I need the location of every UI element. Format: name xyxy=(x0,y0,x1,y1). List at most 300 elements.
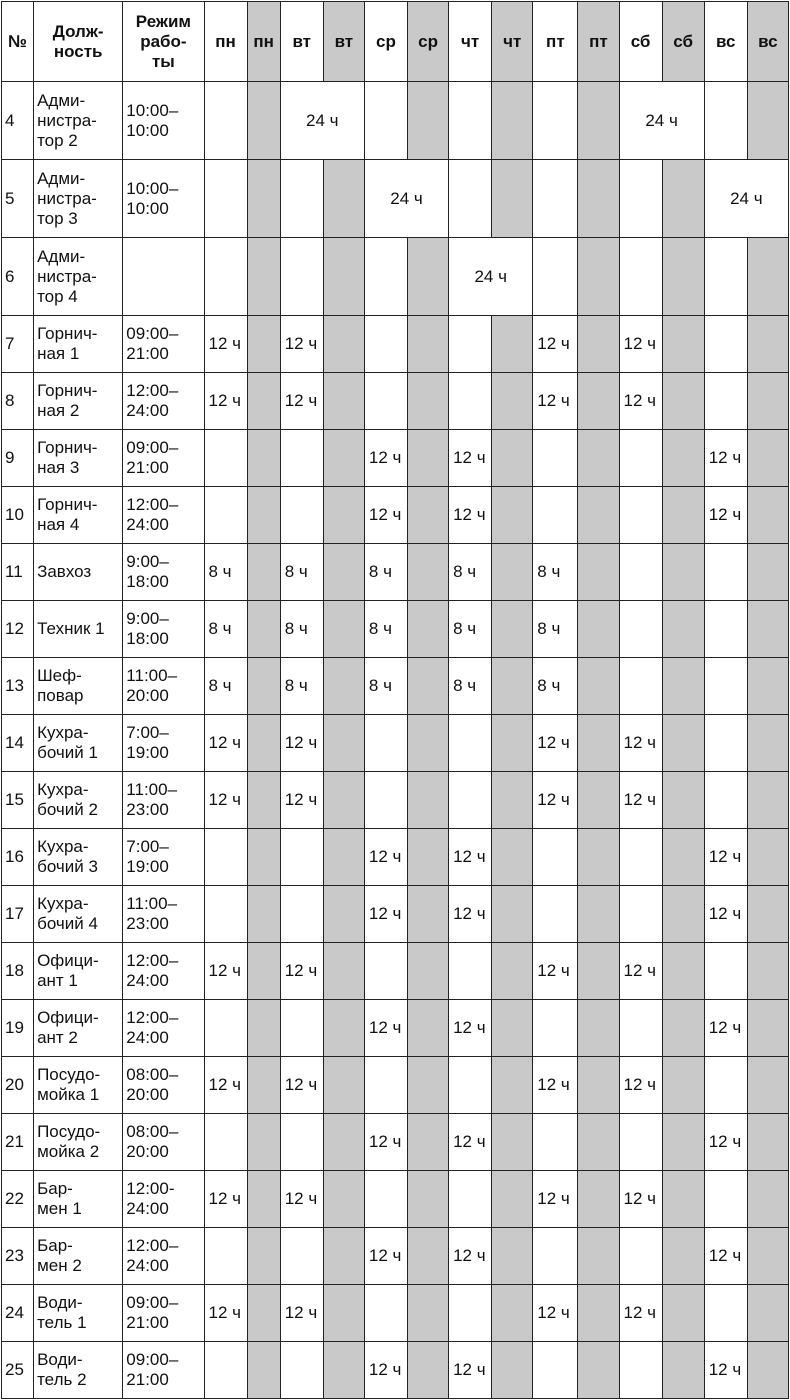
shift-cell: 12 ч xyxy=(533,316,578,373)
day-cell xyxy=(492,772,533,829)
table-row xyxy=(2,1285,789,1342)
position-cell: Посудо- мойка 1 xyxy=(34,1057,123,1114)
shift-cell: 12 ч xyxy=(364,1342,407,1399)
day-cell xyxy=(747,1228,788,1285)
day-cell xyxy=(578,487,619,544)
row-number: 7 xyxy=(2,316,34,373)
day-cell xyxy=(492,886,533,943)
work-mode-cell: 9:00– 18:00 xyxy=(123,544,204,601)
shift-cell: 12 ч xyxy=(364,829,407,886)
shift-cell: 8 ч xyxy=(204,658,247,715)
day-cell xyxy=(204,82,247,160)
position-cell: Кухра- бочий 3 xyxy=(34,829,123,886)
position-cell: Адми- нистра- тор 3 xyxy=(34,160,123,238)
position-cell: Техник 1 xyxy=(34,601,123,658)
work-mode-cell: 10:00– 10:00 xyxy=(123,160,204,238)
day-cell xyxy=(747,772,788,829)
day-cell xyxy=(449,316,492,373)
day-cell xyxy=(492,829,533,886)
day-cell xyxy=(747,430,788,487)
day-cell xyxy=(204,1228,247,1285)
day-cell xyxy=(364,1285,407,1342)
shift-cell: 12 ч xyxy=(533,373,578,430)
day-cell xyxy=(747,316,788,373)
day-cell xyxy=(619,829,662,886)
day-cell xyxy=(704,238,747,316)
day-cell xyxy=(408,772,449,829)
work-mode-cell: 10:00– 10:00 xyxy=(123,82,204,160)
day-cell xyxy=(578,1342,619,1399)
day-cell xyxy=(533,829,578,886)
day-cell xyxy=(323,238,364,316)
day-cell xyxy=(323,316,364,373)
day-cell xyxy=(747,715,788,772)
table-row xyxy=(2,1228,789,1285)
table-row xyxy=(2,373,789,430)
shift-cell: 12 ч xyxy=(619,1171,662,1228)
day-cell xyxy=(408,238,449,316)
day-cell xyxy=(364,1171,407,1228)
header-day: пт xyxy=(578,2,619,82)
table-row xyxy=(2,1114,789,1171)
table-row xyxy=(2,82,789,160)
day-cell xyxy=(323,1057,364,1114)
position-cell: Кухра- бочий 2 xyxy=(34,772,123,829)
day-cell xyxy=(662,715,704,772)
day-cell xyxy=(408,601,449,658)
shift-cell: 24 ч xyxy=(449,238,533,316)
position-cell: Посудо- мойка 2 xyxy=(34,1114,123,1171)
work-mode-cell xyxy=(123,238,204,316)
day-cell xyxy=(247,1228,280,1285)
table-row xyxy=(2,430,789,487)
day-cell xyxy=(323,886,364,943)
day-cell xyxy=(492,487,533,544)
row-number: 9 xyxy=(2,430,34,487)
shift-cell: 12 ч xyxy=(364,430,407,487)
day-cell xyxy=(747,658,788,715)
day-cell xyxy=(247,601,280,658)
row-number: 18 xyxy=(2,943,34,1000)
header-day: чт xyxy=(492,2,533,82)
day-cell xyxy=(662,1000,704,1057)
day-cell xyxy=(449,1171,492,1228)
row-number: 6 xyxy=(2,238,34,316)
shift-cell: 8 ч xyxy=(533,658,578,715)
row-number: 21 xyxy=(2,1114,34,1171)
table-row xyxy=(2,829,789,886)
shift-cell: 12 ч xyxy=(280,772,323,829)
day-cell xyxy=(492,544,533,601)
day-cell xyxy=(408,715,449,772)
shift-cell: 8 ч xyxy=(533,601,578,658)
day-cell xyxy=(747,1342,788,1399)
shift-cell: 12 ч xyxy=(364,886,407,943)
table-row xyxy=(2,943,789,1000)
day-cell xyxy=(578,601,619,658)
shift-cell: 12 ч xyxy=(619,1057,662,1114)
shift-cell: 12 ч xyxy=(280,943,323,1000)
shift-cell: 12 ч xyxy=(449,886,492,943)
shift-cell: 12 ч xyxy=(533,943,578,1000)
day-cell xyxy=(578,1171,619,1228)
day-cell xyxy=(578,1228,619,1285)
work-mode-cell: 11:00– 23:00 xyxy=(123,886,204,943)
schedule-body xyxy=(2,82,789,1399)
day-cell xyxy=(662,373,704,430)
day-cell xyxy=(408,886,449,943)
day-cell xyxy=(662,160,704,238)
day-cell xyxy=(408,658,449,715)
shift-cell: 12 ч xyxy=(364,1114,407,1171)
table-row xyxy=(2,658,789,715)
shift-cell: 12 ч xyxy=(280,1171,323,1228)
day-cell xyxy=(578,715,619,772)
work-mode-cell: 12:00– 24:00 xyxy=(123,1000,204,1057)
day-cell xyxy=(533,1000,578,1057)
day-cell xyxy=(247,1000,280,1057)
shift-cell: 12 ч xyxy=(619,316,662,373)
day-cell xyxy=(323,658,364,715)
header-num: № xyxy=(2,2,34,82)
table-row xyxy=(2,544,789,601)
shift-cell: 24 ч xyxy=(364,160,448,238)
day-cell xyxy=(323,544,364,601)
day-cell xyxy=(408,1000,449,1057)
day-cell xyxy=(280,886,323,943)
day-cell xyxy=(704,658,747,715)
day-cell xyxy=(619,658,662,715)
day-cell xyxy=(533,238,578,316)
shift-cell: 8 ч xyxy=(449,544,492,601)
day-cell xyxy=(578,82,619,160)
day-cell xyxy=(533,487,578,544)
day-cell xyxy=(747,886,788,943)
shift-cell: 12 ч xyxy=(364,487,407,544)
shift-cell: 12 ч xyxy=(364,1000,407,1057)
day-cell xyxy=(408,829,449,886)
shift-cell: 12 ч xyxy=(449,829,492,886)
day-cell xyxy=(619,544,662,601)
header-day: сб xyxy=(662,2,704,82)
shift-cell: 12 ч xyxy=(704,829,747,886)
day-cell xyxy=(247,772,280,829)
work-mode-cell: 09:00– 21:00 xyxy=(123,430,204,487)
header-day: сб xyxy=(619,2,662,82)
row-number: 24 xyxy=(2,1285,34,1342)
day-cell xyxy=(704,715,747,772)
day-cell xyxy=(704,772,747,829)
header-day: ср xyxy=(364,2,407,82)
position-cell: Горнич- ная 4 xyxy=(34,487,123,544)
work-mode-cell: 11:00– 23:00 xyxy=(123,772,204,829)
day-cell xyxy=(578,1000,619,1057)
shift-cell: 12 ч xyxy=(533,1057,578,1114)
day-cell xyxy=(492,160,533,238)
day-cell xyxy=(247,1114,280,1171)
work-mode-cell: 7:00– 19:00 xyxy=(123,829,204,886)
shift-cell: 12 ч xyxy=(619,772,662,829)
day-cell xyxy=(662,238,704,316)
position-cell: Бар- мен 1 xyxy=(34,1171,123,1228)
shift-cell: 12 ч xyxy=(704,430,747,487)
schedule-table xyxy=(1,1,789,1399)
day-cell xyxy=(619,238,662,316)
day-cell xyxy=(280,430,323,487)
shift-cell: 12 ч xyxy=(704,1228,747,1285)
day-cell xyxy=(204,160,247,238)
day-cell xyxy=(704,373,747,430)
day-cell xyxy=(280,160,323,238)
row-number: 4 xyxy=(2,82,34,160)
day-cell xyxy=(619,160,662,238)
work-mode-cell: 09:00– 21:00 xyxy=(123,1342,204,1399)
day-cell xyxy=(533,1228,578,1285)
work-mode-cell: 9:00– 18:00 xyxy=(123,601,204,658)
day-cell xyxy=(492,658,533,715)
day-cell xyxy=(533,160,578,238)
shift-cell: 12 ч xyxy=(280,316,323,373)
day-cell xyxy=(449,772,492,829)
day-cell xyxy=(280,1342,323,1399)
day-cell xyxy=(578,373,619,430)
shift-cell: 12 ч xyxy=(533,715,578,772)
day-cell xyxy=(408,487,449,544)
work-mode-cell: 08:00– 20:00 xyxy=(123,1114,204,1171)
day-cell xyxy=(747,544,788,601)
table-row xyxy=(2,1171,789,1228)
day-cell xyxy=(492,430,533,487)
day-cell xyxy=(492,601,533,658)
day-cell xyxy=(408,316,449,373)
day-cell xyxy=(364,715,407,772)
day-cell xyxy=(747,373,788,430)
position-cell: Офици- ант 2 xyxy=(34,1000,123,1057)
day-cell xyxy=(662,943,704,1000)
day-cell xyxy=(578,772,619,829)
day-cell xyxy=(578,160,619,238)
shift-cell: 12 ч xyxy=(280,373,323,430)
day-cell xyxy=(323,601,364,658)
shift-cell: 12 ч xyxy=(280,715,323,772)
shift-cell: 24 ч xyxy=(619,82,704,160)
day-cell xyxy=(578,544,619,601)
day-cell xyxy=(408,1285,449,1342)
day-cell xyxy=(408,430,449,487)
day-cell xyxy=(578,943,619,1000)
day-cell xyxy=(449,1057,492,1114)
day-cell xyxy=(323,160,364,238)
day-cell xyxy=(619,1000,662,1057)
shift-cell: 24 ч xyxy=(280,82,364,160)
shift-cell: 12 ч xyxy=(704,487,747,544)
day-cell xyxy=(619,886,662,943)
row-number: 16 xyxy=(2,829,34,886)
day-cell xyxy=(408,943,449,1000)
table-row xyxy=(2,601,789,658)
day-cell xyxy=(280,487,323,544)
day-cell xyxy=(204,1342,247,1399)
position-cell: Адми- нистра- тор 4 xyxy=(34,238,123,316)
position-cell: Горнич- ная 3 xyxy=(34,430,123,487)
day-cell xyxy=(449,373,492,430)
shift-cell: 8 ч xyxy=(449,658,492,715)
day-cell xyxy=(247,1171,280,1228)
work-mode-cell: 7:00– 19:00 xyxy=(123,715,204,772)
day-cell xyxy=(492,1114,533,1171)
day-cell xyxy=(662,1342,704,1399)
day-cell xyxy=(704,82,747,160)
shift-cell: 8 ч xyxy=(204,544,247,601)
day-cell xyxy=(280,1114,323,1171)
day-cell xyxy=(204,829,247,886)
shift-cell: 12 ч xyxy=(364,1228,407,1285)
shift-cell: 12 ч xyxy=(204,715,247,772)
day-cell xyxy=(247,544,280,601)
day-cell xyxy=(492,1228,533,1285)
day-cell xyxy=(662,316,704,373)
day-cell xyxy=(492,1057,533,1114)
shift-cell: 12 ч xyxy=(619,943,662,1000)
table-row xyxy=(2,160,789,238)
header-mode: Режим рабо- ты xyxy=(123,2,204,82)
header-day: пт xyxy=(533,2,578,82)
shift-cell: 12 ч xyxy=(449,1342,492,1399)
position-cell: Бар- мен 2 xyxy=(34,1228,123,1285)
day-cell xyxy=(408,1057,449,1114)
work-mode-cell: 12:00– 24:00 xyxy=(123,373,204,430)
day-cell xyxy=(662,601,704,658)
day-cell xyxy=(204,238,247,316)
position-cell: Кухра- бочий 1 xyxy=(34,715,123,772)
day-cell xyxy=(323,1000,364,1057)
row-number: 19 xyxy=(2,1000,34,1057)
day-cell xyxy=(247,943,280,1000)
day-cell xyxy=(704,316,747,373)
day-cell xyxy=(408,1114,449,1171)
work-mode-cell: 08:00– 20:00 xyxy=(123,1057,204,1114)
shift-cell: 12 ч xyxy=(449,1000,492,1057)
day-cell xyxy=(533,886,578,943)
day-cell xyxy=(662,772,704,829)
row-number: 5 xyxy=(2,160,34,238)
day-cell xyxy=(492,943,533,1000)
shift-cell: 8 ч xyxy=(204,601,247,658)
day-cell xyxy=(449,943,492,1000)
row-number: 13 xyxy=(2,658,34,715)
header-day: ср xyxy=(408,2,449,82)
position-cell: Горнич- ная 2 xyxy=(34,373,123,430)
shift-cell: 12 ч xyxy=(280,1057,323,1114)
day-cell xyxy=(578,316,619,373)
day-cell xyxy=(578,430,619,487)
day-cell xyxy=(578,658,619,715)
day-cell xyxy=(364,772,407,829)
day-cell xyxy=(662,886,704,943)
position-cell: Горнич- ная 1 xyxy=(34,316,123,373)
day-cell xyxy=(408,544,449,601)
day-cell xyxy=(247,715,280,772)
day-cell xyxy=(449,1285,492,1342)
header-day: вс xyxy=(704,2,747,82)
shift-cell: 12 ч xyxy=(449,1114,492,1171)
shift-cell: 12 ч xyxy=(204,943,247,1000)
day-cell xyxy=(364,373,407,430)
day-cell xyxy=(408,1342,449,1399)
day-cell xyxy=(492,82,533,160)
row-number: 12 xyxy=(2,601,34,658)
work-mode-cell: 09:00– 21:00 xyxy=(123,1285,204,1342)
row-number: 17 xyxy=(2,886,34,943)
day-cell xyxy=(204,430,247,487)
day-cell xyxy=(662,1057,704,1114)
work-mode-cell: 12:00- 24:00 xyxy=(123,1171,204,1228)
row-number: 23 xyxy=(2,1228,34,1285)
day-cell xyxy=(704,544,747,601)
header-day: вс xyxy=(747,2,788,82)
day-cell xyxy=(747,1000,788,1057)
header-day: пн xyxy=(247,2,280,82)
row-number: 11 xyxy=(2,544,34,601)
header-day: чт xyxy=(449,2,492,82)
shift-cell: 12 ч xyxy=(619,1285,662,1342)
row-number: 10 xyxy=(2,487,34,544)
shift-cell: 12 ч xyxy=(280,1285,323,1342)
day-cell xyxy=(247,430,280,487)
day-cell xyxy=(662,430,704,487)
day-cell xyxy=(662,829,704,886)
day-cell xyxy=(204,1000,247,1057)
day-cell xyxy=(247,1342,280,1399)
table-row xyxy=(2,1000,789,1057)
day-cell xyxy=(747,82,788,160)
day-cell xyxy=(619,430,662,487)
shift-cell: 8 ч xyxy=(449,601,492,658)
day-cell xyxy=(492,715,533,772)
day-cell xyxy=(247,373,280,430)
work-mode-cell: 11:00– 20:00 xyxy=(123,658,204,715)
shift-cell: 12 ч xyxy=(704,1114,747,1171)
day-cell xyxy=(662,1171,704,1228)
day-cell xyxy=(364,316,407,373)
table-row xyxy=(2,715,789,772)
day-cell xyxy=(323,772,364,829)
day-cell xyxy=(408,82,449,160)
shift-cell: 12 ч xyxy=(533,1171,578,1228)
table-row xyxy=(2,316,789,373)
day-cell xyxy=(619,1342,662,1399)
shift-cell: 12 ч xyxy=(449,487,492,544)
day-cell xyxy=(704,1285,747,1342)
day-cell xyxy=(247,487,280,544)
day-cell xyxy=(323,829,364,886)
day-cell xyxy=(247,829,280,886)
day-cell xyxy=(449,82,492,160)
table-row xyxy=(2,1342,789,1399)
shift-cell: 12 ч xyxy=(204,1171,247,1228)
day-cell xyxy=(533,1114,578,1171)
day-cell xyxy=(247,82,280,160)
day-cell xyxy=(492,1342,533,1399)
day-cell xyxy=(247,1057,280,1114)
day-cell xyxy=(662,1285,704,1342)
day-cell xyxy=(323,1114,364,1171)
day-cell xyxy=(578,1285,619,1342)
position-cell: Адми- нистра- тор 2 xyxy=(34,82,123,160)
day-cell xyxy=(323,373,364,430)
day-cell xyxy=(704,943,747,1000)
day-cell xyxy=(323,1171,364,1228)
